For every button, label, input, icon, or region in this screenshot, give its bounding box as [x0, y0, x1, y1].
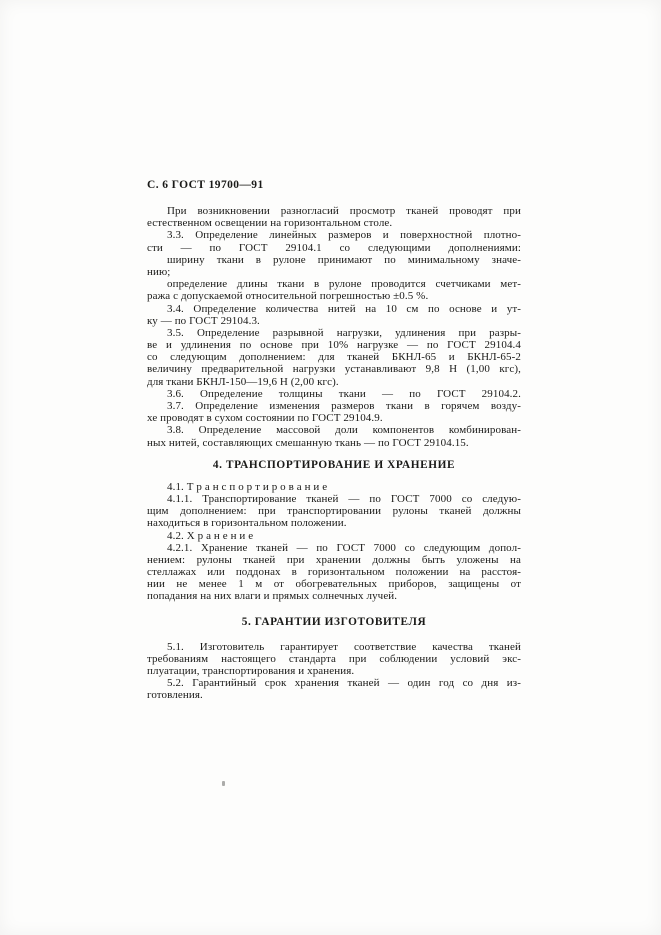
text-line: нением: рулоны тканей при хранении должны быть уложены на: [147, 553, 521, 566]
scan-speck: [222, 781, 225, 786]
text-line: нии не менее 1 м от обогревательных приборов, защищены от: [147, 578, 521, 591]
text-line: 3.4. Определение количества нитей на 10 см по основе и ут-: [167, 302, 521, 315]
text-line: 3.3. Определение линейных размеров и поверхностной плотно-: [167, 229, 521, 242]
text-line: естественном освещении на горизонтальном столе.: [147, 217, 393, 230]
text-line: 4.2.1. Хранение тканей — по ГОСТ 7000 со следующим допол-: [167, 541, 521, 554]
text-line: для ткани БКНЛ-150—19,6 Н (2,00 кгс).: [147, 375, 339, 388]
text-line: 4.2. Х р а н е н и е: [167, 529, 254, 542]
text-line: ку — по ГОСТ 29104.3.: [147, 314, 260, 327]
text-line: 5.2. Гарантийный срок хранения тканей — один год со дня из-: [167, 677, 521, 690]
text-line: плуатации, транспортирования и хранения.: [147, 665, 355, 677]
section-5-heading: 5. ГАРАНТИИ ИЗГОТОВИТЕЛЯ: [241, 615, 427, 628]
text-line: величину предварительной нагрузки устанавливают 9,8 Н (1,00 кгс),: [147, 363, 521, 376]
text-line: ража с допускаемой относительной погрешностью ±0.5 %.: [147, 290, 429, 303]
text-line: 3.6. Определение толщины ткани — по ГОСТ 29104.2.: [167, 387, 521, 400]
text-column: [147, 179, 521, 702]
text-line: ве и удлинения по основе при 10% нагрузке — по ГОСТ 29104.4: [147, 339, 521, 352]
text-line: При возникновении разногласий просмотр тканей проводят при: [167, 205, 521, 217]
section-4-heading: 4. ТРАНСПОРТИРОВАНИЕ И ХРАНЕНИЕ: [212, 458, 456, 471]
text-line: хе проводят в сухом состоянии по ГОСТ 29104.9.: [147, 412, 383, 425]
text-line: щим дополнением: при транспортировании рулоны тканей должны: [147, 505, 521, 518]
text-line: ных нитей, составляющих смешанную ткань — по ГОСТ 29104.15.: [147, 436, 469, 449]
text-line: определение длины ткани в рулоне проводится счетчиками мет-: [167, 278, 521, 291]
text-line: готовления.: [147, 689, 203, 702]
text-line: 4.1.1. Транспортирование тканей — по ГОСТ 7000 со следую-: [167, 492, 521, 505]
text-line: 3.8. Определение массовой доли компонентов комбинирован-: [167, 424, 521, 437]
text-line: попадания на них влаги и прямых солнечных лучей.: [147, 590, 398, 603]
text-line: 4.1. Т р а н с п о р т и р о в а н и е: [167, 480, 328, 493]
text-line: сти — по ГОСТ 29104.1 со следующими дополнениями:: [147, 241, 521, 254]
text-line: 3.7. Определение изменения размеров ткани в горячем возду-: [167, 400, 521, 412]
text-line: со следующим дополнением: для тканей БКНЛ-65 и БКНЛ-65-2: [147, 351, 521, 364]
text-line: нию;: [147, 265, 171, 278]
text-line: находиться в горизонтальном положении.: [147, 517, 347, 530]
scan-speck: [252, 462, 254, 465]
text-line: 5.1. Изготовитель гарантирует соответствие качества тканей: [167, 640, 521, 653]
text-line: требованиям настоящего стандарта при соблюдении условий экс-: [147, 652, 521, 665]
text-line: стеллажах или поддонах в горизонтальном положении на расстоя-: [147, 566, 521, 579]
page-header: С. 6 ГОСТ 19700—91: [147, 179, 264, 191]
text-line: ширину ткани в рулоне принимают по минимальному значе-: [167, 253, 521, 266]
text-line: 3.5. Определение разрывной нагрузки, удлинения при разры-: [167, 326, 521, 339]
